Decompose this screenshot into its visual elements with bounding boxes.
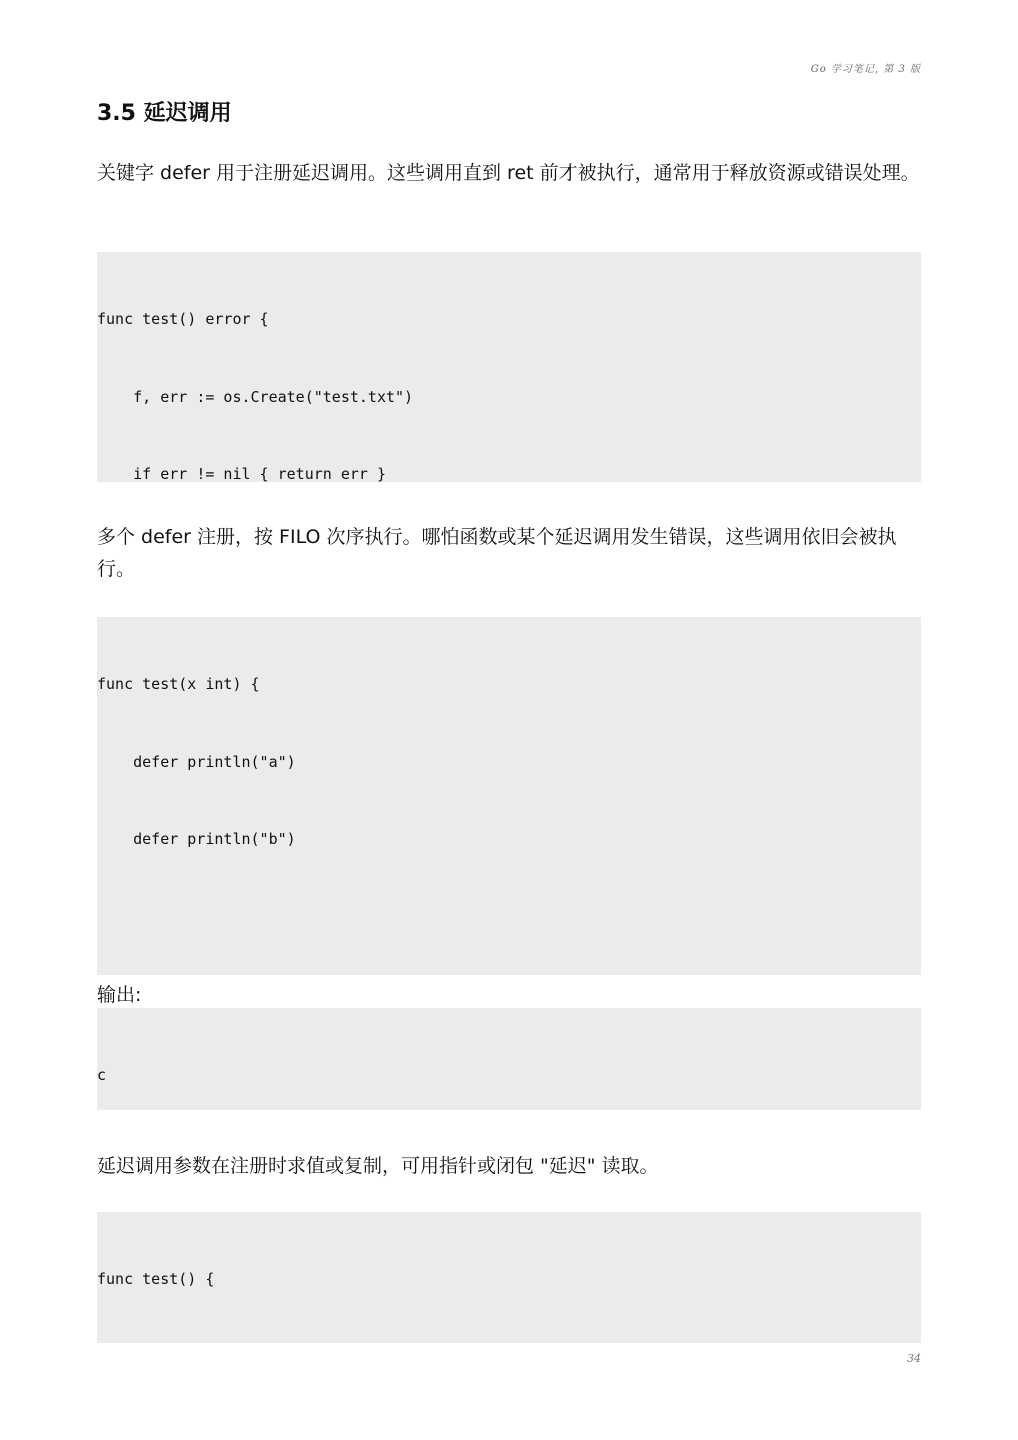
code-block-filo [97, 617, 921, 975]
code-line: func test(x int) { [97, 675, 260, 694]
code-line [97, 904, 921, 930]
code-line: func test() error { [97, 310, 269, 329]
code-block-closure [97, 1212, 921, 1343]
paragraph-filo-order: 多个 defer 注册，按 FILO 次序执行。哪怕函数或某个延迟调用发生错误，这些调用依旧会被执行。 [97, 526, 897, 580]
code-line: c [97, 1066, 107, 1085]
paragraph-defer-args: 延迟调用参数在注册时求值或复制，可用指针或闭包 "延迟" 读取。 [97, 1155, 659, 1177]
page-number: 34 [907, 1352, 921, 1365]
section-title: 3.5 延迟调用 [97, 101, 232, 126]
code-line: f, err := os.Create("test.txt") [97, 387, 414, 406]
code-line: func test() { [97, 1270, 215, 1289]
code-line: defer println("b") [97, 829, 296, 848]
code-line: if err != nil { return err } [97, 464, 386, 482]
paragraph-defer-intro: 关键字 defer 用于注册延迟调用。这些调用直到 ret 前才被执行，通常用于释放资源或错误处理。 [97, 162, 920, 184]
code-block-output [97, 1008, 921, 1110]
code-line: defer println("a") [97, 752, 296, 771]
output-label: 输出: [97, 984, 142, 1006]
running-header: Go 学习笔记, 第 3 版 [810, 64, 921, 75]
code-block-test-error [97, 252, 921, 482]
